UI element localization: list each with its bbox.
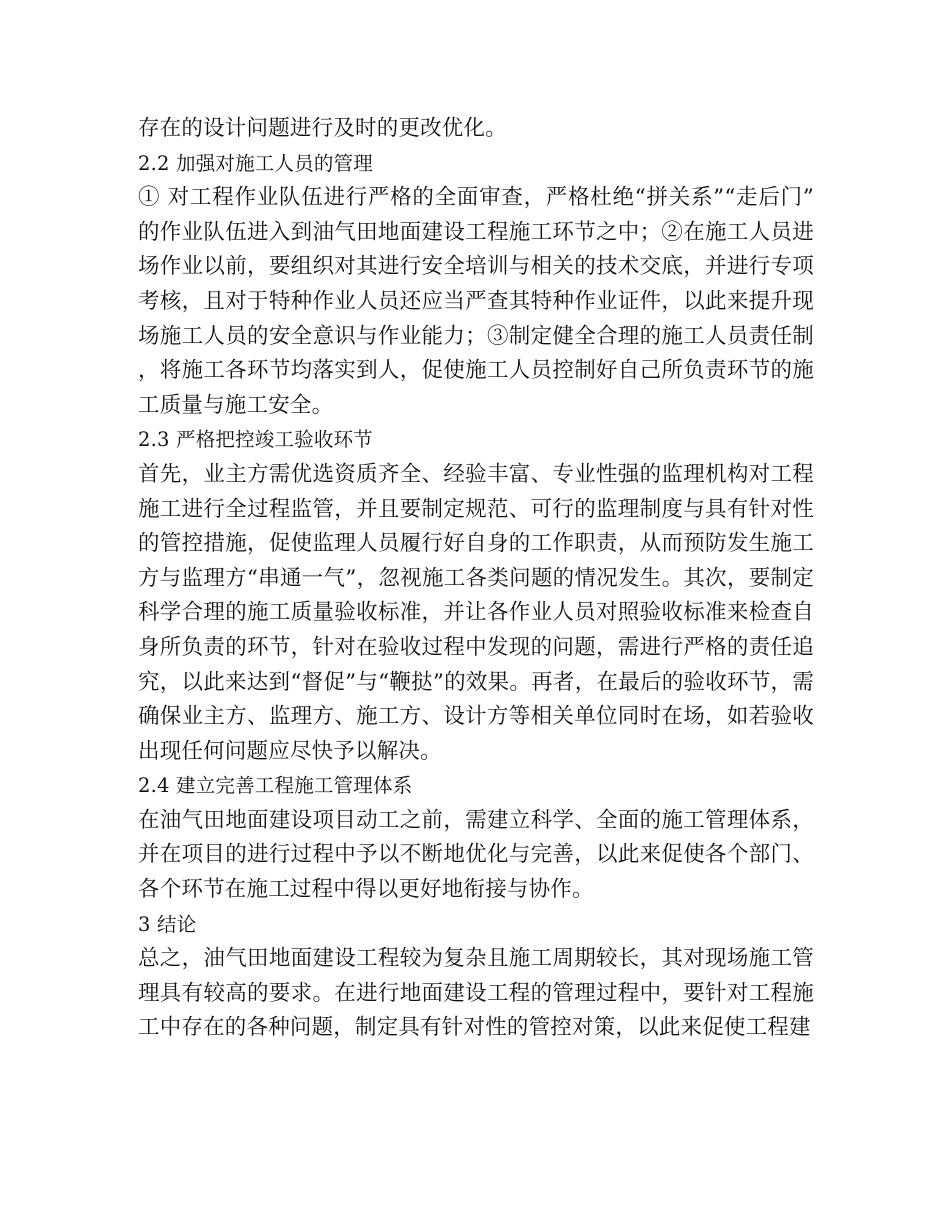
document-body	[138, 112, 814, 1046]
paragraph-personnel-management: ① 对工程作业队伍进行严格的全面审查，严格杜绝“拼关系”“走后门”的作业队伍进入到油气田地面建设工程施工环节之中；②在施工人员进场作业以前，要组织对其进行安全培训与相关的技术交底，并进行专项考核，且对于特种作业人员还应当严查其特种作业证件，以此来提升现场施工人员的安全意识与作业能力；③制定健全合理的施工人员责任制，将施工各环节均落实到人，促使施工人员控制好自己所负责环节的施工质量与施工安全。	[138, 185, 814, 418]
paragraph-management-system: 在油气田地面建设项目动工之前，需建立科学、全面的施工管理体系，并在项目的进行过程中予以不断地优化与完善，以此来促使各个部门、各个环节在施工过程中得以更好地衔接与协作。	[138, 807, 814, 903]
section-heading-3: 3 结论	[138, 912, 197, 936]
paragraph-acceptance-control: 首先，业主方需优选资质齐全、经验丰富、专业性强的监理机构对工程施工进行全过程监管，并且要制定规范、可行的监理制度与具有针对性的管控措施，促使监理人员履行好自身的工作职责，从而预防发生施工方与监理方“串通一气”，忽视施工各类问题的情况发生。其次，要制定科学合理的施工质量验收标准，并让各作业人员对照验收标准来检查自身所负责的环节，针对在验收过程中发现的问题，需进行严格的责任追究，以此来达到“督促”与“鞭挞”的效果。再者，在最后的验收环节，需确保业主方、监理方、施工方、设计方等相关单位同时在场，如若验收出现任何问题应尽快予以解决。	[138, 461, 814, 764]
section-heading-2-2: 2.2 加强对施工人员的管理	[138, 151, 374, 175]
section-heading-2-4: 2.4 建立完善工程施工管理体系	[138, 774, 413, 798]
paragraph-conclusion: 总之，油气田地面建设工程较为复杂且施工周期较长，其对现场施工管理具有较高的要求。在进行地面建设工程的管理过程中，要针对工程施工中存在的各种问题，制定具有针对性的管控对策，以此来促使工程建	[138, 946, 814, 1041]
section-heading-2-3: 2.3 严格把控竣工验收环节	[138, 428, 374, 452]
paragraph-continuation: 存在的设计问题进行及时的更改优化。	[138, 116, 507, 141]
